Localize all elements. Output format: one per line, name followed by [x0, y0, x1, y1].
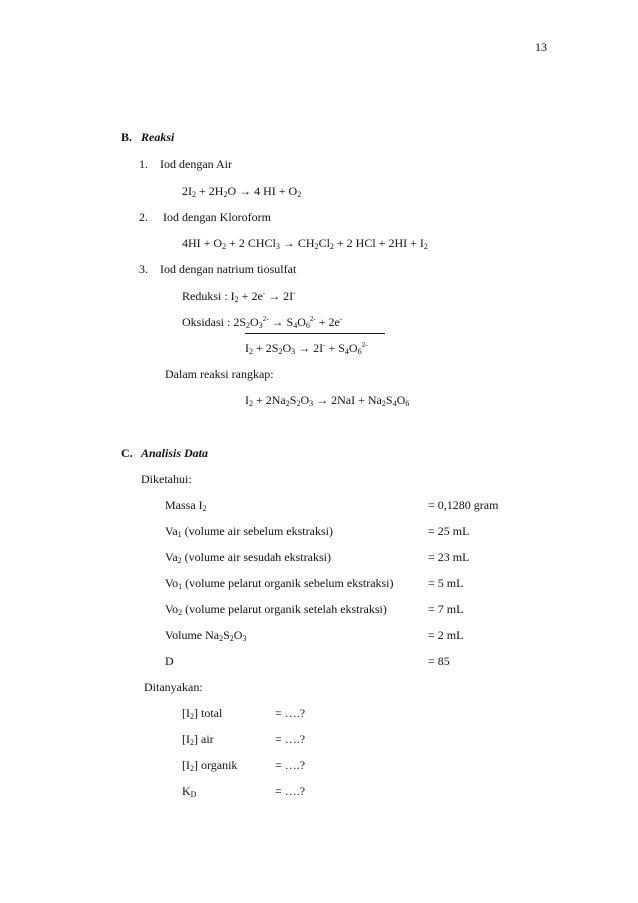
known-va2-label: $Va_2$ (volume air sesudah ekstraksi) [165, 550, 331, 565]
known-vo2-value: = 7 mL [428, 602, 464, 616]
item3-label: Iod dengan natrium tiosulfat [160, 262, 297, 276]
equation-1: $2I_2 + 2H_2O \to 4$ HI + $O_2$ [182, 184, 302, 199]
known-d-label: D [165, 654, 174, 668]
item3-number: 3. [139, 262, 148, 276]
reduction-equation: Reduksi : $I_2 + 2e^- \to 2I^-$ [182, 289, 296, 304]
asked-organik-value: = ….? [275, 758, 306, 772]
item1-label: Iod dengan Air [160, 157, 232, 171]
ditanyakan-label: Ditanyakan: [144, 680, 203, 694]
item1-number: 1. [139, 157, 148, 171]
known-va1-label: $Va_1$ (volume air sebelum ekstraksi) [165, 524, 333, 539]
section-c-title: Analisis Data [141, 446, 209, 460]
diketahui-label: Diketahui: [141, 472, 192, 486]
known-va1-value: = 25 mL [428, 524, 470, 538]
sum-divider-line [245, 333, 385, 334]
section-c-letter: C. [121, 446, 133, 460]
asked-organik-label: $[I_2]$ organik [182, 758, 238, 773]
known-mass-value: = 0,1280 gram [428, 498, 499, 512]
known-mass-label: Massa $I_2$ [165, 498, 207, 513]
known-d-value: = 85 [428, 654, 450, 668]
total-redox-equation: $I_2 + 2S_2O_3 \to 2I^- + S_4O_6^{2-}$ [245, 341, 368, 356]
known-thiosulfate-value: = 2 mL [428, 628, 464, 642]
item2-number: 2. [139, 210, 148, 224]
rangkap-equation: $I_2 + 2Na_2S_2O_3 \to 2NaI + Na_2S_4O_6$ [245, 393, 410, 408]
item2-label: Iod dengan Kloroform [163, 210, 271, 224]
section-b-title: Reaksi [141, 130, 175, 144]
equation-2: $4HI + O_2 + 2$ CHCl$_3$ → $CH_2Cl_2 + 2$ HCl + $2HI + I_2$ [182, 236, 428, 251]
section-b-letter: B. [121, 130, 133, 144]
asked-air-label: $[I_2]$ air [182, 732, 214, 747]
asked-air-value: = ….? [275, 732, 306, 746]
known-vo1-value: = 5 mL [428, 576, 464, 590]
known-thiosulfate-label: Volume $Na_2S_2O_3$ [165, 628, 247, 643]
asked-kd-label: $K_D$ [182, 784, 197, 799]
asked-total-value: = ….? [275, 706, 306, 720]
known-vo2-label: $Vo_2$ (volume pelarut organik setelah ekstraksi) [165, 602, 387, 617]
page-number: 13 [535, 40, 547, 54]
known-vo1-label: $Vo_1$ (volume pelarut organik sebelum ekstraksi) [165, 576, 394, 591]
known-va2-value: = 23 mL [428, 550, 470, 564]
asked-total-label: $[I_2]$ total [182, 706, 223, 721]
rangkap-label: Dalam reaksi rangkap: [165, 367, 274, 381]
oxidation-equation: Oksidasi : $2S_2O_3^{2-} \to S_4O_6^{2-} + 2e^-$ [182, 315, 343, 330]
asked-kd-value: = ….? [275, 784, 306, 798]
